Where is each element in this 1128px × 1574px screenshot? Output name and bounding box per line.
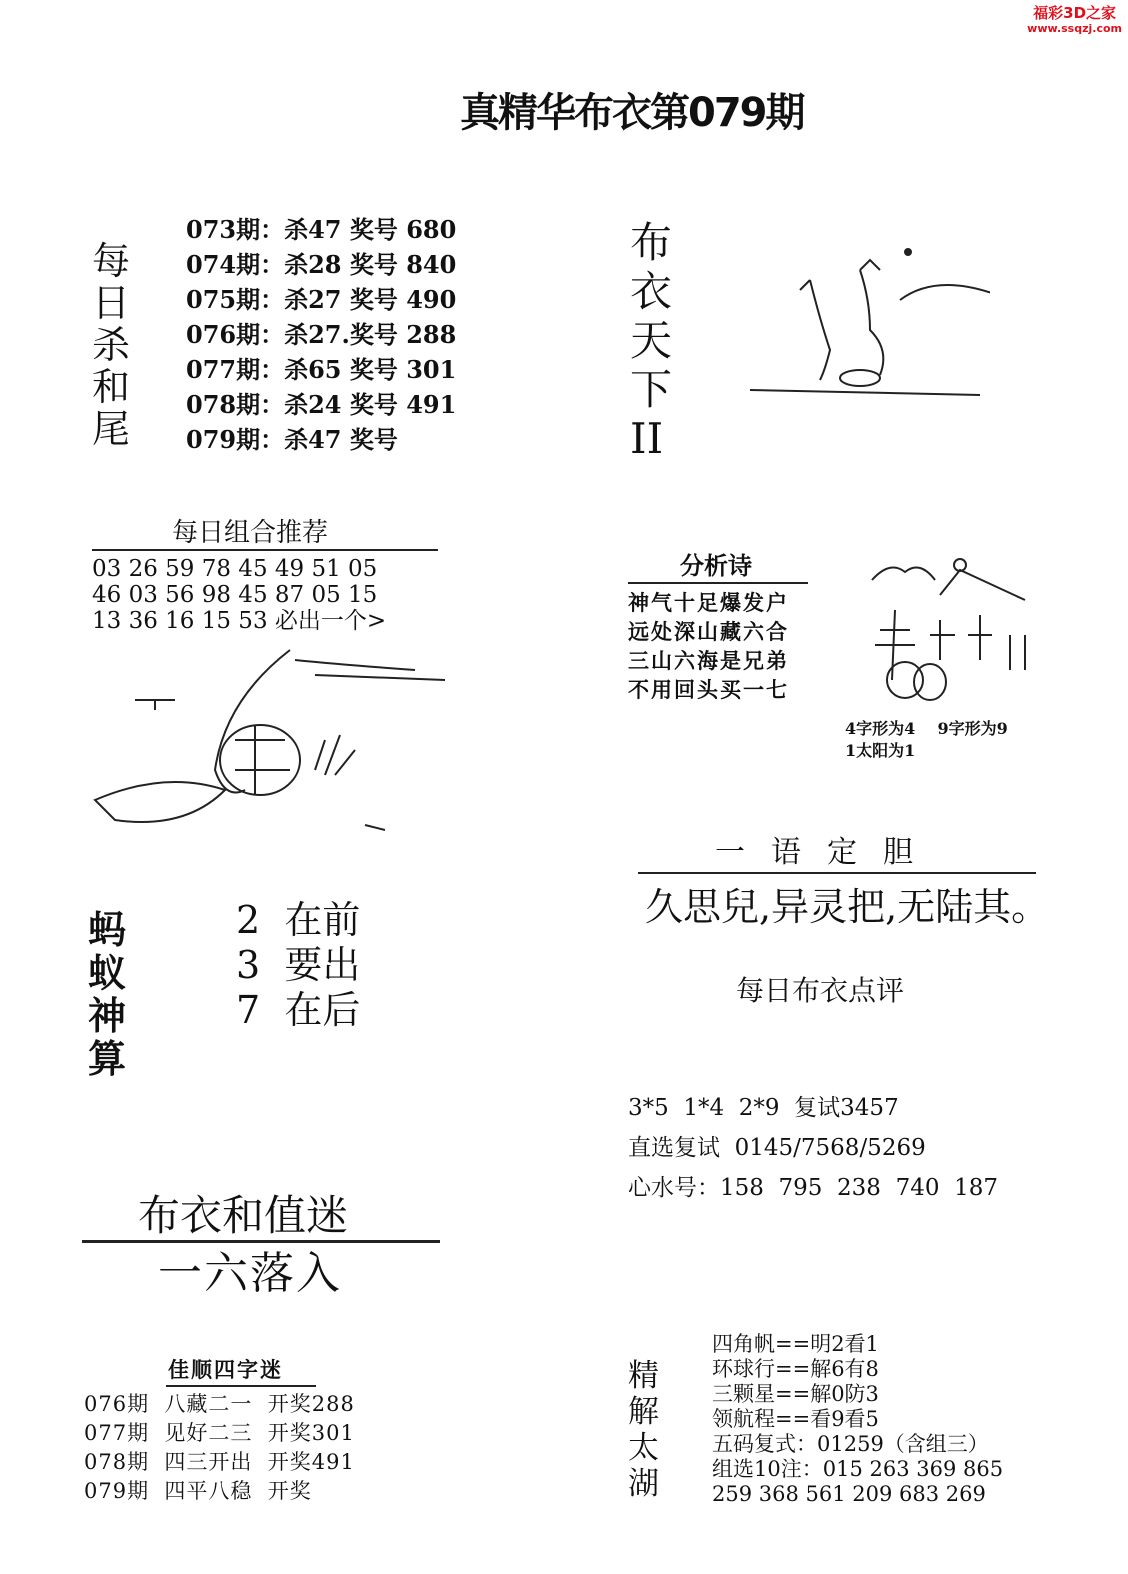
label-char: 太 [628,1430,659,1466]
list-item: 079期 四平八稳 开奖 [84,1479,312,1503]
divider [638,872,1036,874]
label-char: 蚂 [88,907,127,952]
list-item: 46 03 56 98 45 87 05 15 [92,582,378,608]
poem-line: 神气十足爆发户 [628,590,789,615]
list-item: 四角帆==明2看1 [712,1332,879,1356]
label-char: 衣 [630,267,673,316]
combo-list [92,556,462,634]
buyi-label [630,218,682,463]
logo-name: 福彩3D之家 [1033,4,1117,22]
figure-sketch [740,240,990,410]
riddle-title: 布衣和值迷 [138,1191,349,1240]
riddle-answer: 一六落入 [158,1248,342,1299]
review-list [628,1088,1068,1208]
list-item: 7 在后 [236,988,361,1032]
poem-line: 三山六海是兄弟 [628,648,789,673]
page-title: 真精华布衣第079期 [460,90,804,136]
kill-list [186,212,566,457]
list-item: 076期：杀27.奖号 288 [186,320,457,349]
site-logo[interactable] [1027,4,1122,36]
list-item: 2 在前 [236,898,361,942]
hint-line: 4字形为4 9字形为9 [845,719,1008,738]
ant-list [236,898,436,1033]
poem-line: 远处深山藏六合 [628,619,789,644]
label-char: 布 [630,218,673,267]
list-item: 077期：杀65 奖号 301 [186,355,457,384]
slogan-title: 一语定胆 [715,835,939,870]
list-item: 076期 八藏二一 开奖288 [84,1392,355,1416]
poem-list [628,588,828,704]
list-item: 073期：杀47 奖号 680 [186,215,457,244]
divider [166,1385,316,1387]
list-item: 259 368 561 209 683 269 [712,1482,986,1506]
list-item: 环球行==解6有8 [712,1357,879,1381]
hint-line: 1太阳为1 [845,741,916,760]
poem-title: 分析诗 [680,551,752,580]
label-char: 湖 [628,1466,659,1502]
label-char: 蚁 [88,950,127,995]
poem-hints [845,718,1085,762]
label-char: 和 [92,365,131,409]
ant-label [88,908,134,1080]
list-item: 3 要出 [236,943,361,987]
poem-line: 不用回头买一七 [628,677,789,702]
label-char: 杀 [92,323,131,367]
turtle-sketch [85,640,460,840]
label-char: 精 [628,1358,659,1394]
list-item: 三颗星==解0防3 [712,1382,879,1406]
list-item: 077期 见好二三 开奖301 [84,1421,355,1445]
divider [628,582,808,584]
label-char: 尾 [92,407,131,451]
list-item: 078期：杀24 奖号 491 [186,390,457,419]
four-char-title: 佳顺四字迷 [168,1357,283,1382]
label-char: 日 [92,281,131,325]
list-item: 直选复试 0145/7568/5269 [628,1135,926,1161]
list-item: 078期 四三开出 开奖491 [84,1450,355,1474]
label-char: 每 [92,239,131,283]
label-char: 天 [630,316,673,365]
divider [92,549,438,551]
taihu-list [712,1332,1112,1507]
label-char: 神 [88,993,127,1038]
review-title: 每日布衣点评 [736,974,905,1007]
list-item: 3*5 1*4 2*9 复试3457 [628,1095,899,1121]
list-item: 五码复式：01259（含组三） [712,1432,989,1456]
slogan-text: 久思兒,异灵把,无陆其。 [645,885,1050,929]
list-item: 079期：杀47 奖号 [186,425,398,454]
label-char: II [630,414,664,463]
divider [82,1240,440,1243]
list-item: 074期：杀28 奖号 840 [186,250,457,279]
combo-title: 每日组合推荐 [172,518,329,548]
taihu-label [628,1358,668,1502]
list-item: 03 26 59 78 45 49 51 05 [92,556,378,582]
list-item: 075期：杀27 奖号 490 [186,285,457,314]
list-item: 13 36 16 15 53 必出一个> [92,608,387,634]
label-char: 下 [630,365,673,414]
list-item: 心水号：158 795 238 740 187 [628,1175,998,1201]
mountain-sketch [860,550,1050,710]
label-char: 算 [88,1036,127,1081]
logo-url: www.ssqzj.com [1027,22,1122,35]
list-item: 组选10注：015 263 369 865 [712,1457,1004,1481]
four-char-list [84,1390,444,1506]
label-char: 解 [628,1394,659,1430]
list-item: 领航程==看9看5 [712,1407,879,1431]
kill-label [92,240,136,450]
